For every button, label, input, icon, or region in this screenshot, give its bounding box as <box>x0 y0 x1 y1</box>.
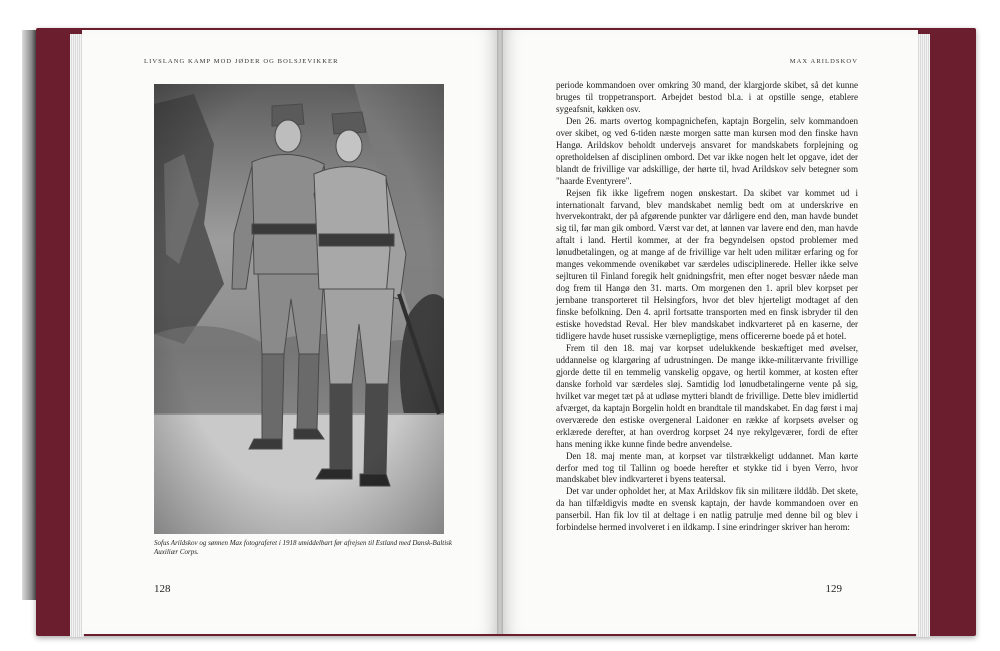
historical-photograph <box>154 84 444 534</box>
page-edges-right <box>916 34 930 637</box>
paragraph: Det var under opholdet her, at Max Arildskov fik sin militære ilddåb. Det skete, da han tilfældigvis mødte en svensk kaptajn, der havde kommandoen over en panserbil. Han fik lov til at deltage i en natlig patrulje med denne bil og blev i forbindelse hermed involveret i en ildkamp. I sine erindringer skriver han herom: <box>556 486 858 533</box>
photo-two-soldiers-image <box>154 84 444 534</box>
running-head-left: LIVSLANG KAMP MOD JØDER OG BOLSJEVIKKER <box>144 58 339 65</box>
body-text <box>556 80 858 534</box>
photo-caption: Sofus Arildskov og sønnen Max fotograferet i 1918 umiddelbart før afrejsen til Estland med Dansk-Baltisk Auxiliær Corps. <box>154 539 452 556</box>
paragraph: periode kommandoen over omkring 30 mand, der klargjorde skibet, så det kunne bruges til troppetransport. Arbejdet bestod bl.a. i at opstille senge, etablere sygeafsnit, køkken osv. <box>556 80 858 114</box>
page-number-left: 128 <box>154 583 171 595</box>
paragraph: Rejsen fik ikke ligefrem nogen ønskestart. Da skibet var kommet ud i internationalt farvand, blev mandskabet nemlig bedt om at underskrive en hvervekontrakt, der på afgørende punkter var dårligere end den, man havde bundet sig til, før man gik ombord. Værst var det, at lønnen var lavere end den, man havde aftalt i land. Hertil kommer, at der fra begyndelsen opstod problemer med lønudbetalingen, og at mange af de frivillige var helt uden militær erfaring og for manges vekommende ovenikøbet var særdeles udisciplinerede. Heller ikke selve sejlturen til Finland foregik helt gnidningsfrit, men efter noget besvær nåede man dog frem til Hangø den 31. marts. Om morgenen den 1. april blev korpset per jernbane transporteret til Helsingfors, hvor det blev hjerteligt modtaget af den finske befolkning. Den 4. april fortsatte transporten med en finsk isbryder til den estiske hovedstad Reval. Her blev mandskabet indkvarteret på en kaserne, der tidligere havde huset russiske værnepligtige, mens officererne boede på et hotel. <box>556 187 858 342</box>
paragraph: Frem til den 18. maj var korpset udelukkende beskæftiget med øvelser, uddannelse og klargøring af udrustningen. De mange ikke-militærvante frivillige gjorde dette til en temmelig vanskelig opgave, og hertil kommer, at kosten efter danske forhold var særdeles sløj. Samtidig lod lønudbetalingerne vente på sig, hvilket var meget tæt på at udløse mytteri blandt de frivillige. Dette blev imidlertid afværget, da kaptajn Borgelin holdt en brandtale til mandskabet. En dag først i maj overværede den estiske overgeneral Laidoner en række af korpsets øvelser og erklærede derefter, at han overdrog korpset 24 nye rekylgeværer, fordi de efter hans mening ikke kunne finde bedre anvendelse. <box>556 342 858 449</box>
book-gutter <box>497 30 503 634</box>
left-page <box>82 30 500 634</box>
running-head-right: MAX ARILDSKOV <box>789 58 858 65</box>
right-page <box>500 30 918 634</box>
page-number-right: 129 <box>825 583 842 595</box>
paragraph: Den 26. marts overtog kompagnichefen, kaptajn Borgelin, selv kommandoen over skibet, og ved 6-tiden næste morgen satte man kursen mod den finske havn Hangø. Arildskov beholdt undervejs ansvaret for mandskabets forplejning og opretholdelsen af disciplinen ombord. Det var ikke nogen helt let opgave, idet der blandt de frivillige var adskillige, der hørte til, hvad Arildskov selv betegner som "haarde Eventyrere". <box>556 115 858 186</box>
paragraph: Den 18. maj mente man, at korpset var tilstrækkeligt uddannet. Man kørte derfor med tog til Tallinn og boede herefter et stykke tid i byen Verro, hvor mandskabet blev indkvarteret i byens teatersal. <box>556 450 858 485</box>
